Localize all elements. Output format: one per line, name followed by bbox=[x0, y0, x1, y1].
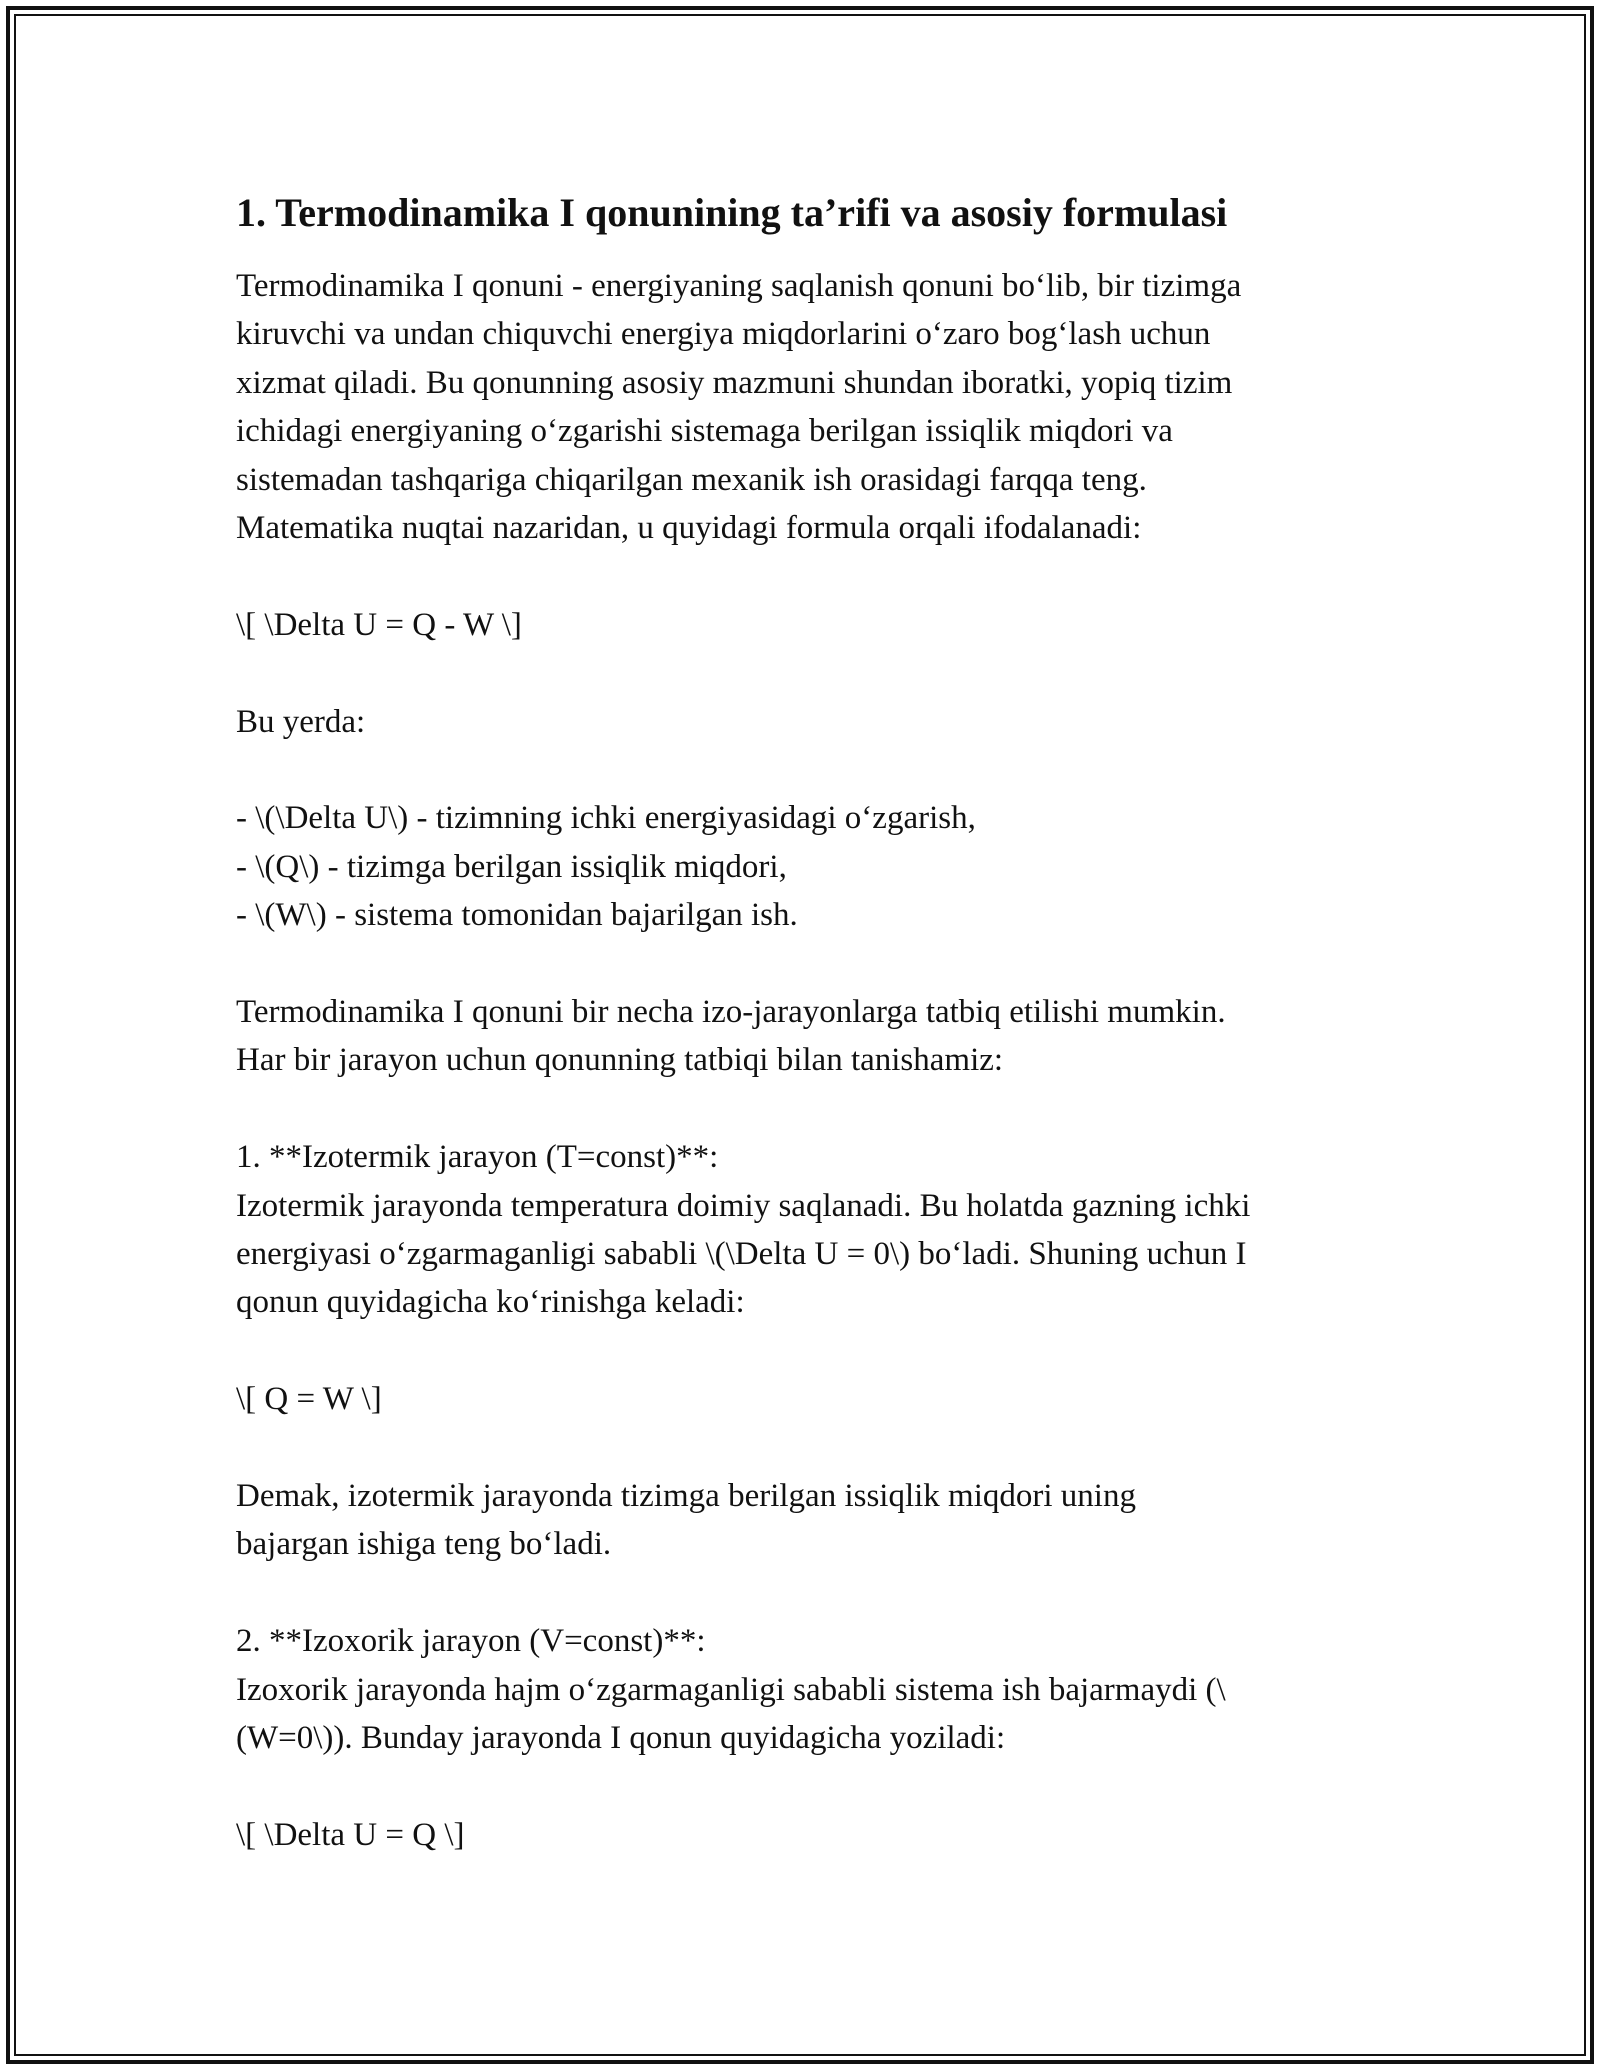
isothermal-section: 1. **Izotermik jarayon (T=const)**: Izotermik jarayonda temperatura doimiy saqlanadi. Bu holatda gazning ichki energiyasi o‘zgarmaganligi sababli \(\Delta U = 0\) bo‘ladi. Shuning uchun I qonun quyidagicha ko‘rinishga keladi: bbox=[236, 1139, 1251, 1321]
section-heading: 1. Termodinamika I qonunining ta’rifi va asosiy formulasi bbox=[236, 190, 1228, 235]
isochoric-section: 2. **Izoxorik jarayon (V=const)**: Izoxorik jarayonda hajm o‘zgarmaganligi sababli sistema ish bajarmaydi (\ (W=0\)). Bunday jarayonda I qonun quyidagicha yoziladi: bbox=[236, 1623, 1226, 1757]
document-body bbox=[236, 184, 1396, 1859]
formula-isochoric: \[ \Delta U = Q \] bbox=[236, 1816, 465, 1853]
where-label: Bu yerda: bbox=[236, 703, 366, 740]
formula-isothermal: \[ Q = W \] bbox=[236, 1381, 382, 1418]
processes-intro: Termodinamika I qonuni bir necha izo-jarayonlarga tatbiq etilishi mumkin. Har bir jarayon uchun qonunning tatbiqi bilan tanishamiz: bbox=[236, 994, 1226, 1079]
formula-first-law: \[ \Delta U = Q - W \] bbox=[236, 606, 522, 643]
variable-list: - \(\Delta U\) - tizimning ichki energiyasidagi o‘zgarish, - \(Q\) - tizimga berilgan issiqlik miqdori, - \(W\) - sistema tomonidan bajarilgan ish. bbox=[236, 800, 976, 934]
intro-paragraph: Termodinamika I qonuni - energiyaning saqlanish qonuni bo‘lib, bir tizimga kiruvchi va undan chiquvchi energiya miqdorlarini o‘zaro bog‘lash uchun xizmat qiladi. Bu qonunning asosiy mazmuni shundan iboratki, yopiq tizim ichidagi energiyaning o‘zgarishi sistemaga berilgan issiqlik miqdori va sistemadan tashqariga chiqarilgan mexanik ish orasidagi farqqa teng. Matematika nuqtai nazaridan, u quyidagi formula orqali ifodalanadi: bbox=[236, 268, 1242, 547]
isothermal-conclusion: Demak, izotermik jarayonda tizimga berilgan issiqlik miqdori uning bajargan ishiga teng bo‘ladi. bbox=[236, 1478, 1136, 1563]
paragraph-list bbox=[236, 262, 1396, 1859]
